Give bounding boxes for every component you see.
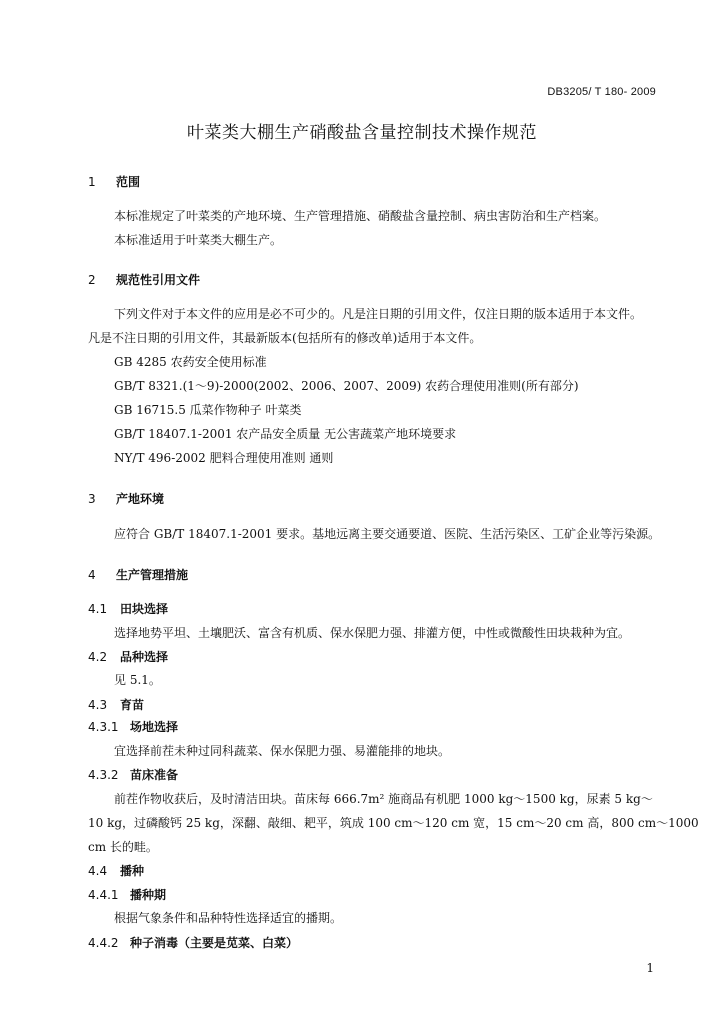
section-title: 规范性引用文件 (116, 273, 201, 287)
paragraph-continued: cm 长的畦。 (88, 840, 158, 854)
paragraph: 应符合 GB/T 18407.1-2001 要求。基地远离主要交通要道、医院、生活污染区、工矿企业等污染源。 (114, 527, 661, 541)
section-number: 1 (88, 175, 96, 189)
subsection-4-3-1-heading (88, 718, 178, 735)
section-title: 生产管理措施 (116, 568, 189, 582)
section-title: 田块选择 (120, 602, 169, 616)
section-3-heading (88, 490, 164, 507)
section-number: 4.3.2 (88, 768, 119, 782)
section-number: 4.3 (88, 698, 108, 712)
subsection-4-3-2-heading (88, 766, 178, 783)
subsection-4-2-heading (88, 648, 168, 665)
section-title: 范围 (116, 175, 141, 189)
section-4-heading (88, 566, 188, 583)
document-title: 叶菜类大棚生产硝酸盐含量控制技术操作规范 (187, 123, 537, 143)
section-title: 苗床准备 (130, 768, 179, 782)
paragraph: 宜选择前茬未种过同科蔬菜、保水保肥力强、易灌能排的地块。 (114, 744, 451, 758)
paragraph: 本标准规定了叶菜类的产地环境、生产管理措施、硝酸盐含量控制、病虫害防治和生产档案。 (114, 209, 607, 223)
reference-item: NY/T 496-2002 肥料合理使用准则 通则 (114, 451, 334, 465)
section-title: 产地环境 (116, 492, 165, 506)
paragraph-continued: 10 kg，过磷酸钙 25 kg，深翻、敲细、耙平，筑成 100 cm～120 cm 宽，15 cm～20 cm 高，800 cm～1000 (88, 816, 699, 830)
section-2-heading (88, 271, 200, 288)
section-title: 场地选择 (130, 720, 179, 734)
paragraph: 见 5.1。 (114, 673, 161, 687)
section-number: 4.2 (88, 650, 108, 664)
subsection-4-4-2-heading (88, 934, 298, 951)
paragraph: 本标准适用于叶菜类大棚生产。 (114, 233, 283, 247)
subsection-4-4-heading (88, 862, 144, 879)
paragraph: 下列文件对于本文件的应用是必不可少的。凡是注日期的引用文件，仅注日期的版本适用于本文件。 (114, 307, 643, 321)
section-title: 种子消毒（主要是苋菜、白菜） (130, 936, 299, 950)
subsection-4-1-heading (88, 600, 168, 617)
reference-item: GB 16715.5 瓜菜作物种子 叶菜类 (114, 403, 302, 417)
section-number: 4 (88, 568, 96, 582)
reference-item: GB/T 8321.(1～9)-2000(2002、2006、2007、2009) 农药合理使用准则(所有部分) (114, 379, 579, 393)
section-number: 4.3.1 (88, 720, 119, 734)
section-1-heading (88, 173, 140, 190)
subsection-4-3-heading (88, 696, 144, 713)
page-number: 1 (646, 961, 654, 975)
section-title: 播种期 (130, 888, 167, 902)
section-number: 3 (88, 492, 96, 506)
section-number: 4.1 (88, 602, 108, 616)
section-number: 4.4 (88, 864, 108, 878)
standard-code: DB3205/ T 180- 2009 (547, 86, 656, 98)
section-number: 2 (88, 273, 96, 287)
paragraph-continued: 凡是不注日期的引用文件，其最新版本(包括所有的修改单)适用于本文件。 (88, 331, 482, 345)
reference-item: GB 4285 农药安全使用标准 (114, 355, 267, 369)
reference-item: GB/T 18407.1-2001 农产品安全质量 无公害蔬菜产地环境要求 (114, 427, 457, 441)
section-number: 4.4.1 (88, 888, 119, 902)
section-number: 4.4.2 (88, 936, 119, 950)
subsection-4-4-1-heading (88, 886, 166, 903)
section-title: 播种 (120, 864, 145, 878)
paragraph: 前茬作物收获后，及时清洁田块。苗床每 666.7m² 施商品有机肥 1000 kg～1500 kg，尿素 5 kg～ (114, 792, 653, 806)
paragraph: 选择地势平坦、土壤肥沃、富含有机质、保水保肥力强、排灌方便，中性或微酸性田块栽种为宜。 (114, 626, 631, 640)
paragraph: 根据气象条件和品种特性选择适宜的播期。 (114, 911, 343, 925)
section-title: 育苗 (120, 698, 145, 712)
section-title: 品种选择 (120, 650, 169, 664)
